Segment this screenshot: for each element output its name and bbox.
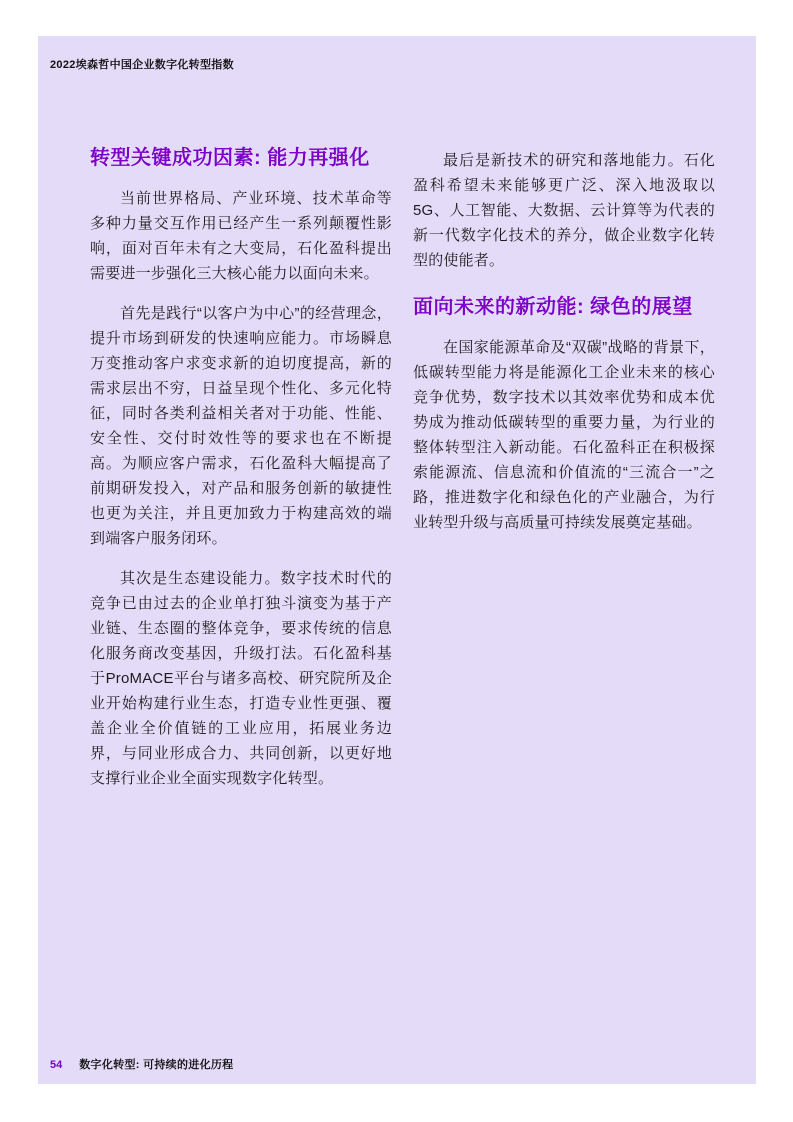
paragraph: 当前世界格局、产业环境、技术革命等多种力量交互作用已经产生一系列颠覆性影响，面对百年未有之大变局，石化盈科提出需要进一步强化三大核心能力以面向未来。 [90, 190, 392, 282]
page-number: 54 [50, 1059, 63, 1071]
section-heading-capabilities: 转型关键成功因素: 能力再强化 [90, 147, 370, 169]
page-panel [38, 36, 756, 1084]
right-column [413, 148, 715, 550]
paragraph: 最后是新技术的研究和落地能力。石化盈科希望未来能够更广泛、深入地汲取以5G、人工智能、大数据、云计算等为代表的新一代数字化技术的养分，做企业数字化转型的使能者。 [413, 152, 715, 269]
section-heading-green-outlook: 面向未来的新动能: 绿色的展望 [413, 296, 693, 318]
paragraph: 其次是生态建设能力。数字技术时代的竞争已由过去的企业单打独斗演变为基于产业链、生态圈的整体竞争，要求传统的信息化服务商改变基因，升级打法。石化盈科基于ProMACE平台与诸多高校、研究院所及企业开始构建行业生态，打造专业性更强、覆盖企业全价值链的工业应用，拓展业务边界，与同业形成合力、共同创新，以更好地支撑行业企业全面实现数字化转型。 [90, 570, 392, 787]
paragraph: 首先是践行“以客户为中心”的经营理念，提升市场到研发的快速响应能力。市场瞬息万变推动客户求变求新的迫切度提高，新的需求层出不穷，日益呈现个性化、多元化特征，同时各类利益相关者对于功能、性能、安全性、交付时效性等的要求也在不断提高。为顺应客户需求，石化盈科大幅提高了前期研发投入，对产品和服务创新的敏捷性也更为关注，并且更加致力于构建高效的端到端客户服务闭环。 [90, 305, 392, 547]
left-column [90, 146, 392, 806]
paragraph: 在国家能源革命及“双碳”战略的背景下，低碳转型能力将是能源化工企业未来的核心竞争优势，数字技术以其效率优势和成本优势成为推动低碳转型的重要力量，为行业的整体转型注入新动能。石化盈科正在积极探索能源流、信息流和价值流的“三流合一”之路，推进数字化和绿色化的产业融合，为行业转型升级与高质量可持续发展奠定基础。 [413, 339, 715, 531]
page-footer [50, 1056, 233, 1072]
running-header: 2022埃森哲中国企业数字化转型指数 [50, 59, 234, 71]
footer-title: 数字化转型: 可持续的进化历程 [79, 1059, 234, 1071]
